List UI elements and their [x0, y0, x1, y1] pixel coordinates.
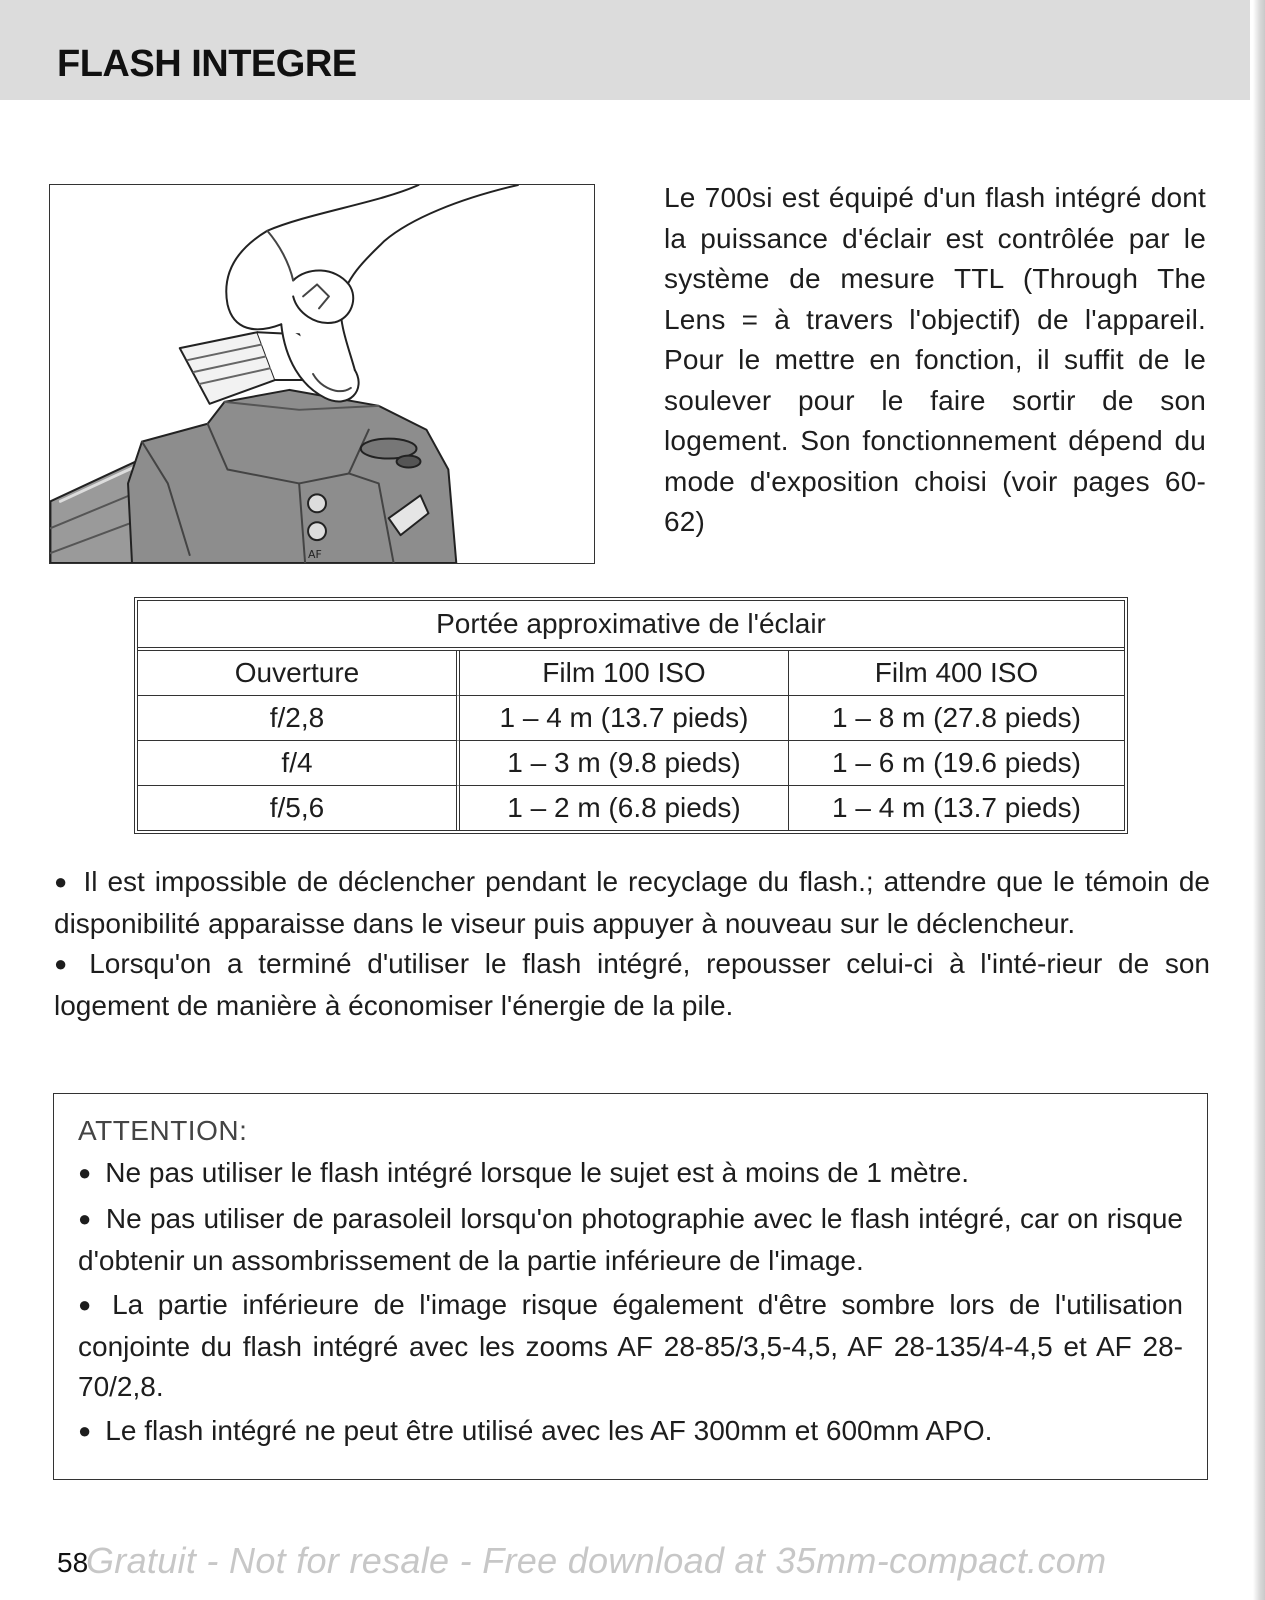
range-100-cell: 1 – 4 m (13.7 pieds)	[460, 696, 789, 741]
column-header-film-400: Film 400 ISO	[789, 651, 1124, 696]
table-row	[138, 741, 1124, 786]
table-header-row	[138, 651, 1124, 696]
attention-text: Ne pas utiliser le flash intégré lorsque le sujet est à moins de 1 mètre.	[105, 1157, 970, 1188]
table-caption-row	[138, 601, 1124, 651]
table-row	[138, 786, 1124, 830]
attention-box	[53, 1093, 1208, 1480]
note-item	[54, 862, 1210, 944]
watermark: Gratuit - Not for resale - Free download at 35mm-compact.com	[86, 1540, 1107, 1581]
aperture-cell: f/2,8	[138, 696, 460, 741]
range-400-cell: 1 – 8 m (27.8 pieds)	[789, 696, 1124, 741]
bullet-icon: ●	[78, 1160, 92, 1185]
column-header-film-100: Film 100 ISO	[460, 651, 789, 696]
aperture-cell: f/4	[138, 741, 460, 786]
attention-text: Le flash intégré ne peut être utilisé avec les AF 300mm et 600mm APO.	[105, 1415, 993, 1446]
page-edge-shadow	[1253, 0, 1265, 1600]
table-row	[138, 696, 1124, 741]
page-title: FLASH INTEGRE	[57, 43, 357, 85]
page-number: 58	[57, 1547, 89, 1578]
range-100-cell: 1 – 2 m (6.8 pieds)	[460, 786, 789, 830]
bullet-icon: ●	[78, 1292, 99, 1317]
column-header-aperture: Ouverture	[138, 651, 460, 696]
attention-item	[78, 1153, 1183, 1195]
bullet-icon: ●	[78, 1206, 92, 1231]
note-item	[54, 944, 1210, 1026]
note-text: Il est impossible de déclencher pendant le recyclage du flash.; attendre que le témoin de disponibilité apparaisse dans le viseur puis appuyer à nouveau sur le déclencheur.	[54, 866, 1210, 939]
attention-item	[78, 1411, 1183, 1453]
flash-range-table	[134, 597, 1128, 834]
table-caption: Portée approximative de l'éclair	[138, 601, 1124, 651]
attention-title: ATTENTION:	[78, 1115, 248, 1146]
attention-item	[78, 1199, 1183, 1281]
hand-raising-camera-flash-illustration	[49, 184, 595, 564]
range-400-cell: 1 – 6 m (19.6 pieds)	[789, 741, 1124, 786]
attention-item	[78, 1285, 1183, 1407]
bullet-icon: ●	[78, 1418, 92, 1443]
bullet-icon: ●	[54, 869, 70, 894]
attention-text: Ne pas utiliser de parasoleil lorsqu'on photographie avec le flash intégré, car on risque d'obtenir un assombrissement de la partie inférieure de l'image.	[78, 1203, 1183, 1276]
range-100-cell: 1 – 3 m (9.8 pieds)	[460, 741, 789, 786]
range-400-cell: 1 – 4 m (13.7 pieds)	[831, 792, 1082, 823]
lens-mark-label: AF	[308, 548, 322, 562]
aperture-cell: f/5,6	[138, 786, 460, 830]
notes-section	[54, 862, 1210, 1026]
attention-text: La partie inférieure de l'image risque également d'être sombre lors de l'utilisation conjointe du flash intégré avec les zooms AF 28-85/3,5-4,5, AF 28-135/4-4,5 et AF 28-70/2,8.	[78, 1289, 1183, 1402]
bullet-icon: ●	[54, 951, 76, 976]
note-text: Lorsqu'on a terminé d'utiliser le flash intégré, repousser celui-ci à l'inté-rieur de son logement de manière à économiser l'énergie de la pile.	[54, 948, 1210, 1021]
intro-paragraph: Le 700si est équipé d'un flash intégré dont la puissance d'éclair est contrôlée par le système de mesure TTL (Through The Lens = à travers l'objectif) de l'appareil. Pour le mettre en fonction, il suffit de le soulever pour le faire sortir de son logement. Son fonctionnement dépend du mode d'exposition choisi (voir pages 60-62)	[664, 182, 1206, 537]
